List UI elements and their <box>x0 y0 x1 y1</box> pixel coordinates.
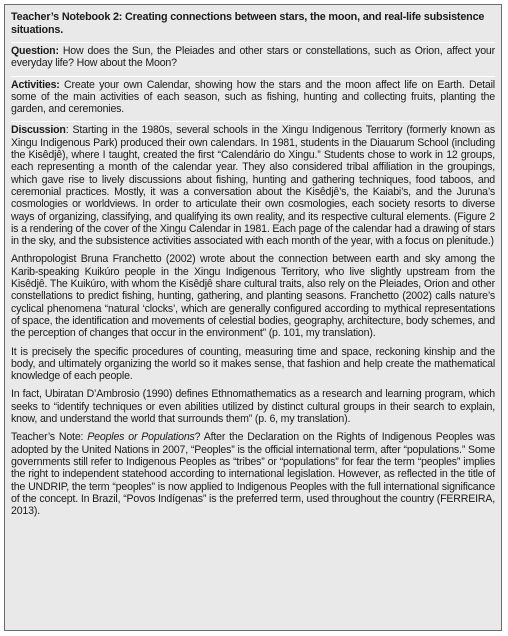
anthropologist-paragraph: Anthropologist Bruna Franchetto (2002) wrote about the connection between earth and sky among the Karib-speaking Kuikúro people in the Xingu Indigenous Territory, who live slightly upstream from the Kisêdjê. The Kuikúro, with whom the Kisêdjê share cultural traits, also rely on the Pleiades, Orion and other constellations to predict fishing, hunting, gathering, and planting seasons. Franchetto (2002) calls nature’s cyclical phenomena “natural ‘clocks’, which are generally configured according to mythical representations of space, the identification and movements of celestial bodies, geography, architecture, body schemes, and the perception of changes that occur in the environment” (p. 101, my translation). <box>11 253 495 340</box>
discussion-paragraph <box>11 124 495 247</box>
question-text: How does the Sun, the Pleiades and other stars or constellations, such as Orion, affect your everyday life? How about the Moon? <box>11 45 495 70</box>
ethnomathematics-paragraph: In fact, Ubiratan D’Ambrosio (1990) defines Ethnomathematics as a research and learning program, which seeks to “identify techniques or even abilities utilized by distinct cultural groups in their search to explain, know, and understand the world that surrounds them” (p. 6, my translation). <box>11 388 495 426</box>
discussion-section <box>11 121 495 517</box>
activities-section <box>11 76 495 116</box>
precisely-paragraph: It is precisely the specific procedures of counting, measuring time and space, reckoning kinship and the body, and ultimately organizing the world so it makes sense, that fashion and help create the mathematical knowledge of each people. <box>11 345 495 383</box>
note-text: ? After the Declaration on the Rights of Indigenous Peoples was adopted by the United Nations in 2007, “Peoples” is the official international term, after “populations.” Some governments still refer to Indigenous Peoples as “tribes” or “populations” for fear the term “peoples” implies the right to independent statehood according to international legislation. However, as reflected in the title of the UNDRIP, the term “peoples” is now applied to Indigenous Peoples with the full international significance of the concept. In Brazil, “Povos Indígenas” is the preferred term, used throughout the country (FERREIRA, 2013). <box>11 431 496 518</box>
activities-label: Activities: <box>11 78 60 91</box>
question-section <box>11 42 495 70</box>
note-label: Teacher’s Note: <box>11 431 88 444</box>
question-label: Question: <box>11 45 59 57</box>
teachers-note-paragraph <box>11 431 495 517</box>
notebook-title: Teacher’s Notebook 2: Creating connections between stars, the moon, and real-life subsistence situations. <box>11 11 485 36</box>
activities-text: Create your own Calendar, showing how the stars and the moon affect life on Earth. Detail some of the main activities of each season, such as fishing, hunting and collecting fruits, planting the garden, and ceremonies. <box>11 78 495 116</box>
discussion-label: Discussion <box>11 124 66 137</box>
note-title: Peoples or Populations <box>87 431 195 444</box>
discussion-text: : Starting in the 1980s, several schools in the Xingu Indigenous Territory (formerly known as Xingu Indigenous Park) produced their own calendars. In 1981, students in the Diauarum School (including the Kisêdjê), where I taught, created the first “Calendário do Xingu.” Students chose to work in 12 groups, each representing a month of the calendar year. They also considered tribal affiliation in the groupings, which gave rise to lively discussions about fishing, hunting and gathering techniques, food taboos, and ceremonial practices. Mostly, it was a conversation about the Kisêdjê’s, the Kaiabi’s, and the Juruna’s cosmologies or worldviews. In order to articulate their own cosmologies, each society resorts to diverse ways of organizing, classifying, and qualifying its own reality, and its respective cultural elements. (Figure 2 is a rendering of the cover of the Xingu Calendar in 1981. Each page of the calendar had a drawing of stars in the sky, and the subsistence activities associated with each month of the year, with a focus on plenitude.) <box>11 124 495 248</box>
notebook-content <box>11 11 495 523</box>
notebook-box <box>4 4 502 631</box>
